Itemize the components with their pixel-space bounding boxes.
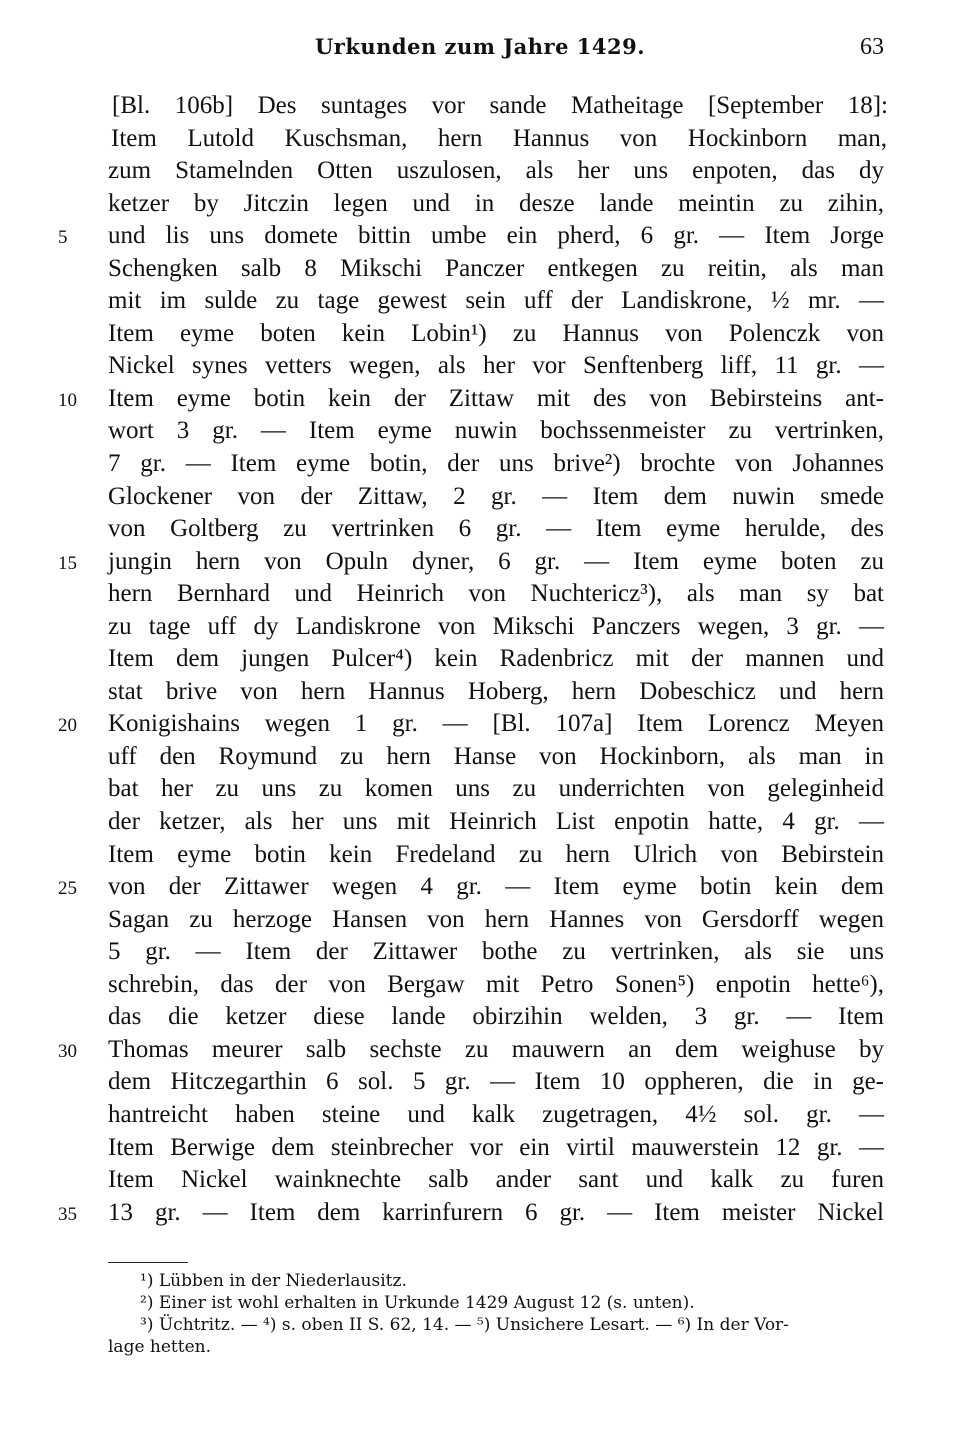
text-line [0, 188, 960, 221]
body-text [0, 90, 960, 1229]
text-line [0, 123, 960, 156]
text-line-content: wort 3 gr. — Item eyme nuwin bochssenmeister zu vertrinken, [108, 417, 884, 445]
text-line-content: zum Stamelnden Otten uszulosen, als her uns enpoten, das dy [108, 157, 884, 185]
text-line [0, 904, 960, 937]
text-line-content: Item eyme boten kein Lobin¹) zu Hannus von Polenczk von [108, 319, 884, 347]
text-line-content: ketzer by Jitczin legen und in desze lande meintin zu zihin, [108, 189, 884, 217]
footnote [0, 1314, 960, 1336]
line-number: 20 [58, 715, 77, 737]
line-number: 25 [58, 878, 77, 900]
text-line-content: Item dem jungen Pulcer⁴) kein Radenbricz mit der mannen und [108, 645, 884, 673]
footnote-divider [108, 1262, 188, 1263]
footnotes [0, 1270, 960, 1358]
footnote-text: ²) Einer ist wohl erhalten in Urkunde 1429 August 12 (s. unten). [140, 1293, 695, 1313]
text-line [0, 1164, 960, 1197]
text-line [0, 220, 960, 253]
text-line [0, 448, 960, 481]
text-line [0, 806, 960, 839]
text-line [0, 481, 960, 514]
text-line [0, 513, 960, 546]
text-line-content: Schengken salb 8 Mikschi Panczer entkegen zu reitin, als man [108, 254, 884, 282]
text-line-content: Item eyme botin kein der Zittaw mit des von Bebirsteins ant- [108, 384, 884, 412]
text-line-content: hantreicht haben steine und kalk zugetragen, 4½ sol. gr. — [108, 1100, 884, 1128]
page-header [0, 34, 960, 64]
text-line [0, 1034, 960, 1067]
text-line-content: hern Bernhard und Heinrich von Nuchtericz³), als man sy bat [108, 580, 884, 608]
text-line [0, 611, 960, 644]
page-number: 63 [860, 34, 884, 60]
text-line-content: [Bl. 106b] Des suntages vor sande Matheitage [September 18]: [112, 92, 888, 119]
text-line [0, 578, 960, 611]
text-line-content: 5 gr. — Item der Zittawer bothe zu vertrinken, als sie uns [108, 938, 884, 966]
text-line [0, 708, 960, 741]
text-line-content: das die ketzer diese lande obirzihin welden, 3 gr. — Item [108, 1003, 884, 1031]
text-line [0, 871, 960, 904]
line-number: 15 [58, 552, 77, 574]
text-line-content: Item Lutold Kuschsman, hern Hannus von Hockinborn man, [111, 124, 887, 152]
text-line-content: jungin hern von Opuln dyner, 6 gr. — Item eyme boten zu [108, 547, 884, 575]
text-line [0, 1099, 960, 1132]
text-line [0, 676, 960, 709]
text-line [0, 773, 960, 806]
footnote [0, 1270, 960, 1292]
text-line [0, 285, 960, 318]
footnote [0, 1336, 960, 1358]
text-line-content: Item Nickel wainknechte salb ander sant und kalk zu furen [108, 1166, 884, 1194]
text-line-content: stat brive von hern Hannus Hoberg, hern Dobeschicz und hern [108, 677, 884, 705]
text-line [0, 643, 960, 676]
text-line-content: von Goltberg zu vertrinken 6 gr. — Item eyme herulde, des [108, 515, 884, 543]
line-number: 10 [58, 389, 77, 411]
text-line [0, 741, 960, 774]
text-line [0, 1001, 960, 1034]
text-line [0, 90, 960, 123]
text-line-content: von der Zittawer wegen 4 gr. — Item eyme botin kein dem [108, 873, 884, 901]
text-line-content: Sagan zu herzoge Hansen von hern Hannes von Gersdorff wegen [108, 905, 884, 933]
line-number: 35 [58, 1203, 77, 1225]
text-line-content: bat her zu uns zu komen uns zu underrichten von geleginheid [108, 775, 884, 803]
text-line-content: Nickel synes vetters wegen, als her vor Senftenberg liff, 11 gr. — [108, 352, 884, 380]
text-line-content: uff den Roymund zu hern Hanse von Hockinborn, als man in [108, 742, 884, 770]
text-line-content: mit im sulde zu tage gewest sein uff der Landiskrone, ½ mr. — [108, 287, 884, 315]
text-line [0, 546, 960, 579]
text-line [0, 969, 960, 1002]
text-line-content: 7 gr. — Item eyme botin, der uns brive²) brochte von Johannes [108, 450, 884, 478]
text-line [0, 1132, 960, 1165]
text-line-content: Glockener von der Zittaw, 2 gr. — Item dem nuwin smede [108, 482, 884, 510]
text-line-content: schrebin, das der von Bergaw mit Petro Sonen⁵) enpotin hette⁶), [108, 970, 884, 998]
text-line-content: 13 gr. — Item dem karrinfurern 6 gr. — Item meister Nickel [108, 1198, 884, 1226]
text-line [0, 155, 960, 188]
text-line-content: Item Berwige dem steinbrecher vor ein virtil mauwerstein 12 gr. — [108, 1133, 884, 1161]
text-line-content: Thomas meurer salb sechste zu mauwern an dem weighuse by [108, 1035, 884, 1063]
footnote [0, 1292, 960, 1314]
text-line [0, 350, 960, 383]
text-line-content: zu tage uff dy Landiskrone von Mikschi Panczers wegen, 3 gr. — [108, 612, 884, 640]
text-line [0, 1197, 960, 1230]
text-line [0, 383, 960, 416]
text-line [0, 839, 960, 872]
text-line-content: dem Hitczegarthin 6 sol. 5 gr. — Item 10 oppheren, die in ge- [108, 1068, 884, 1096]
footnote-text: ³) Üchtritz. — ⁴) s. oben II S. 62, 14. — ⁵) Unsichere Lesart. — ⁶) In der Vor- [140, 1315, 789, 1335]
text-line [0, 253, 960, 286]
text-line [0, 1066, 960, 1099]
text-line-content: und lis uns domete bittin umbe ein pherd, 6 gr. — Item Jorge [108, 222, 884, 250]
footnote-text: ¹) Lübben in der Niederlausitz. [140, 1271, 407, 1291]
text-line-content: der ketzer, als her uns mit Heinrich List enpotin hatte, 4 gr. — [108, 808, 884, 836]
footnote-text: lage hetten. [108, 1337, 212, 1357]
text-line-content: Item eyme botin kein Fredeland zu hern Ulrich von Bebirstein [108, 840, 884, 868]
text-line [0, 318, 960, 351]
text-line-content: Konigishains wegen 1 gr. — [Bl. 107a] Item Lorencz Meyen [108, 710, 884, 738]
line-number: 5 [58, 227, 68, 249]
text-line [0, 936, 960, 969]
line-number: 30 [58, 1040, 77, 1062]
text-line [0, 415, 960, 448]
running-head: Urkunden zum Jahre 1429. [314, 34, 646, 59]
